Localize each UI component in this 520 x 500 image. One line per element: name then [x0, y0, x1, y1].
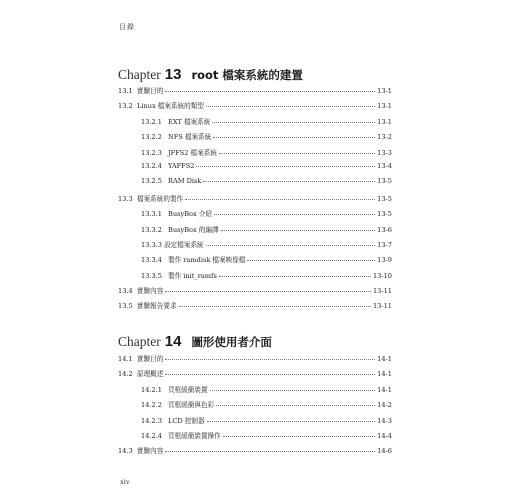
- section-title: 實驗報告要求: [137, 302, 177, 311]
- page-ref: 13-5: [377, 194, 392, 203]
- section-title: 實驗內容: [137, 447, 164, 456]
- section-number: 13.2.4: [141, 161, 162, 170]
- toc-entry[interactable]: [118, 131, 392, 146]
- toc-entry[interactable]: [118, 116, 392, 131]
- leader-dots: [247, 260, 375, 261]
- leader-dots: [165, 91, 375, 92]
- toc-entry[interactable]: [118, 85, 392, 100]
- section-number: 14.2.3: [141, 416, 162, 425]
- page-ref: 14-1: [377, 385, 392, 394]
- page-ref: 13-5: [377, 210, 392, 219]
- toc-list-chapter-14: [118, 353, 392, 461]
- section-title: 製作 init_ramfs: [168, 271, 217, 280]
- page-ref: 13-1: [377, 87, 392, 95]
- chapter-heading-14: [118, 333, 396, 350]
- leader-dots: [165, 291, 371, 292]
- chapter-title: root 檔案系統的建置: [191, 68, 303, 82]
- page-ref: 14-4: [377, 431, 392, 440]
- page-ref: 14-2: [377, 401, 392, 410]
- chapter-heading-13: [118, 66, 396, 83]
- section-title: RAM Disk: [168, 177, 202, 186]
- section-number: 14.1: [118, 355, 133, 363]
- section-title: 檔案系統的製作: [137, 194, 184, 203]
- section-number: 13.4: [118, 287, 133, 296]
- section-title: 實驗目的: [137, 355, 164, 363]
- section-number: 13.2.1: [141, 117, 162, 126]
- section-title: JFFS2 檔案系統: [168, 148, 217, 157]
- page-ref: 13-6: [377, 225, 392, 234]
- section-number: 14.2.2: [141, 401, 162, 410]
- section-number: 13.2.5: [141, 177, 162, 186]
- page-ref: 13-10: [372, 271, 392, 280]
- leader-dots: [219, 153, 375, 154]
- chapter-word: Chapter: [118, 334, 161, 349]
- page-ref: 13-11: [372, 287, 392, 296]
- page-ref: 13-5: [377, 177, 392, 186]
- section-title: BusyBox 的編譯: [168, 225, 219, 234]
- leader-dots: [219, 276, 371, 277]
- toc-entry[interactable]: [118, 100, 392, 115]
- leader-dots: [206, 245, 376, 246]
- toc-entry[interactable]: [118, 285, 392, 300]
- page-ref: 13-9: [377, 256, 392, 265]
- leader-dots: [210, 390, 376, 391]
- section-title: BusyBox 介紹: [168, 210, 213, 219]
- toc-entry[interactable]: [118, 193, 392, 208]
- section-number: 14.2.4: [141, 431, 162, 440]
- page-ref: 13-11: [372, 302, 392, 311]
- toc-entry[interactable]: [118, 415, 392, 430]
- running-header: 目錄: [119, 23, 135, 31]
- toc-entry[interactable]: [118, 300, 392, 315]
- toc-entry[interactable]: [118, 208, 392, 223]
- section-number: 13.2.2: [141, 133, 162, 142]
- leader-dots: [203, 181, 375, 182]
- leader-dots: [165, 374, 375, 375]
- leader-dots: [165, 359, 375, 360]
- page-ref: 13-4: [377, 161, 392, 170]
- page-number: xiv: [120, 477, 130, 486]
- toc-entry[interactable]: [118, 254, 392, 269]
- section-number: 13.3.2: [141, 225, 162, 234]
- section-number: 13.1: [118, 87, 133, 95]
- section-title: 實驗目的: [137, 87, 164, 95]
- section-title: YAFFS2: [168, 161, 195, 170]
- chapter-number: 14: [164, 333, 182, 350]
- page-ref: 13-3: [377, 148, 392, 157]
- toc-entry[interactable]: [118, 430, 392, 445]
- toc-entry[interactable]: [118, 445, 392, 460]
- section-number: 13.2: [118, 102, 133, 111]
- page-ref: 14-1: [377, 370, 392, 379]
- leader-dots: [179, 306, 371, 307]
- section-title: 頁框緩衝與色彩: [168, 401, 215, 410]
- leader-dots: [185, 199, 375, 200]
- section-title: LCD 控制器: [168, 416, 205, 425]
- toc-entry[interactable]: [118, 147, 392, 162]
- chapter-number: 13: [164, 66, 182, 83]
- section-number: 13.3.1: [141, 210, 162, 219]
- section-number: 13.2.3: [141, 148, 162, 157]
- leader-dots: [216, 405, 375, 406]
- leader-dots: [196, 166, 375, 167]
- section-number: 13.5: [118, 302, 133, 311]
- leader-dots: [223, 436, 375, 437]
- section-title: 實驗內容: [137, 287, 164, 296]
- toc-entry[interactable]: [118, 224, 392, 239]
- page-ref: 14-3: [377, 416, 392, 425]
- page-ref: 14-6: [377, 447, 392, 456]
- toc-entry[interactable]: [118, 162, 392, 177]
- page-ref: 13-2: [377, 133, 392, 142]
- section-title: NFS 檔案系統: [168, 133, 212, 142]
- page-ref: 13-1: [377, 117, 392, 126]
- leader-dots: [221, 230, 376, 231]
- leader-dots: [165, 451, 375, 452]
- leader-dots: [207, 421, 376, 422]
- page-ref: 14-1: [377, 355, 392, 363]
- section-title: EXT 檔案系統: [168, 117, 211, 126]
- section-number: 14.2: [118, 370, 133, 379]
- section-title: 頁框緩衝裝置操作: [168, 431, 221, 440]
- leader-dots: [206, 106, 375, 107]
- toc-entry[interactable]: [118, 399, 392, 414]
- section-title: Linux 檔案系統的類型: [137, 102, 204, 111]
- chapter-word: Chapter: [118, 67, 161, 82]
- toc-entry[interactable]: [118, 270, 392, 285]
- toc-list-chapter-13: [118, 85, 392, 316]
- section-number: 13.3.4: [141, 256, 162, 265]
- toc-entry[interactable]: [118, 353, 392, 368]
- section-title: 頁框緩衝裝置: [168, 385, 208, 394]
- section-title: 13.3.3 設定檔案系統: [141, 240, 204, 249]
- toc-entry[interactable]: [118, 384, 392, 399]
- leader-dots: [213, 137, 375, 138]
- page-ref: 13-1: [377, 102, 392, 111]
- section-title: 製作 ramdisk 檔案映像檔: [168, 256, 246, 265]
- toc-entry[interactable]: [118, 239, 392, 254]
- leader-dots: [214, 214, 375, 215]
- toc-entry[interactable]: [118, 177, 392, 192]
- section-number: 14.2.1: [141, 385, 162, 394]
- chapter-title: 圖形使用者介面: [191, 335, 272, 349]
- leader-dots: [212, 122, 375, 123]
- section-number: 14.3: [118, 447, 133, 456]
- page-ref: 13-7: [377, 240, 392, 249]
- section-title: 原理概述: [137, 370, 164, 379]
- toc-entry[interactable]: [118, 368, 392, 383]
- section-number: 13.3.5: [141, 271, 162, 280]
- section-number: 13.3: [118, 194, 133, 203]
